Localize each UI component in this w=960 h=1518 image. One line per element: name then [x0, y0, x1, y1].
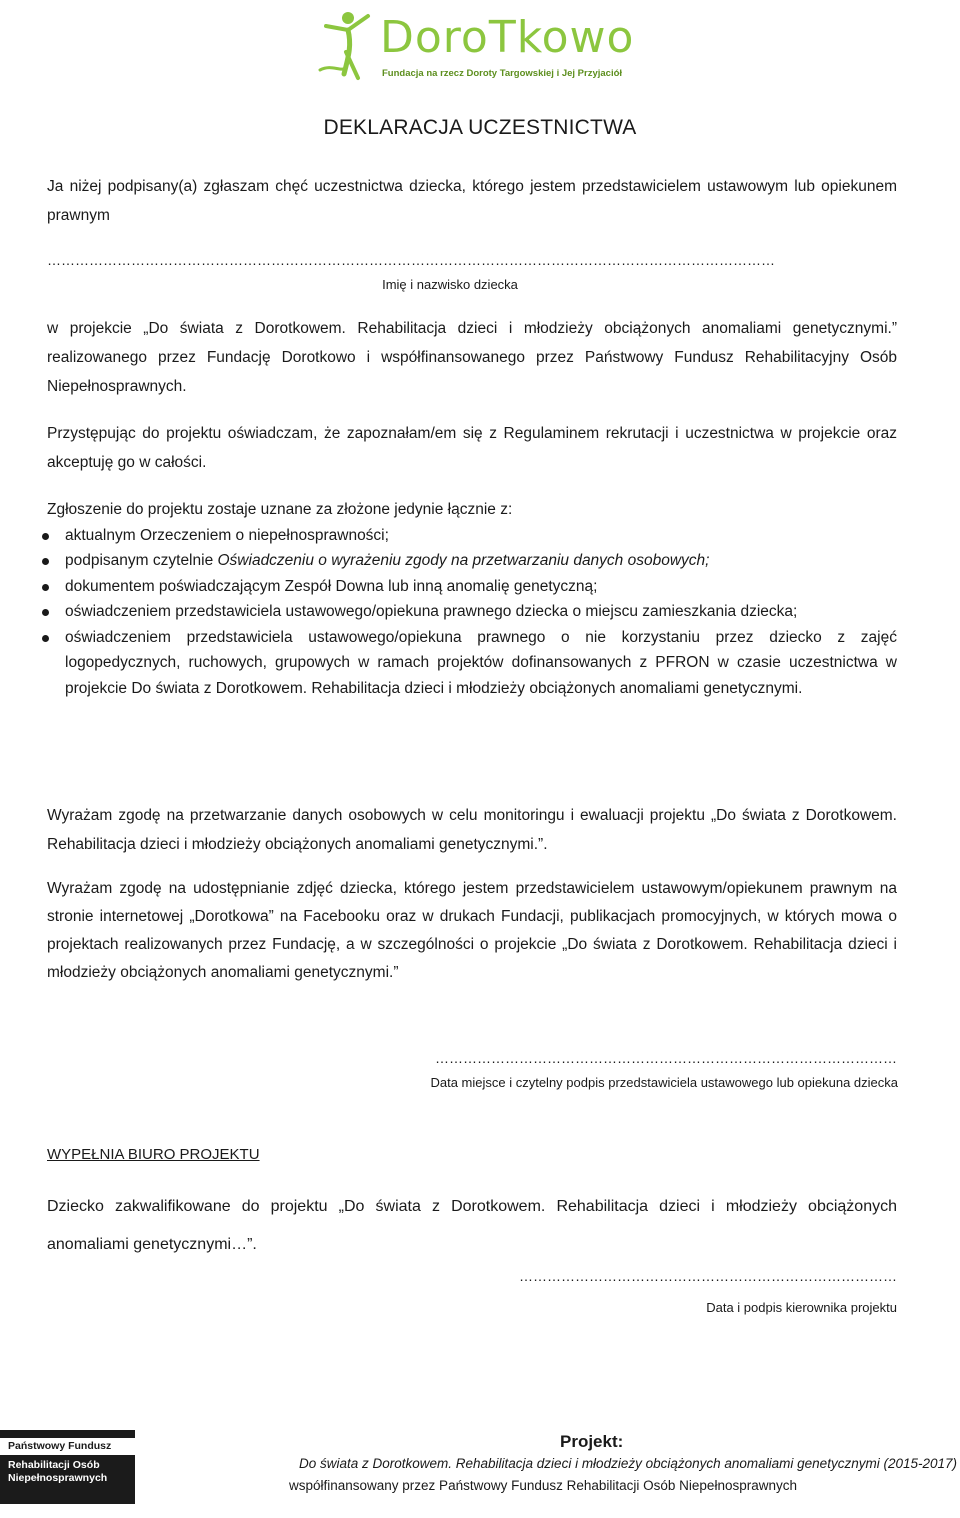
- list-item: oświadczeniem przedstawiciela ustawowego/opiekuna prawnego dziecka o miejscu zamieszkania dziecka;: [0, 599, 897, 625]
- pfron-logo-line: Niepełnosprawnych: [8, 1472, 108, 1484]
- manager-signature-label: Data i podpis kierownika projektu: [706, 1300, 897, 1315]
- pfron-logo-line: Rehabilitacji Osób: [8, 1459, 100, 1471]
- intro-paragraph: Ja niżej podpisany(a) zgłaszam chęć uczestnictwa dziecka, którego jestem przedstawicielem ustawowym lub opiekunem prawnym: [47, 178, 897, 224]
- logo-name: DoroTkowo: [380, 12, 635, 63]
- regulations-paragraph: Przystępując do projektu oświadczam, że zapoznałam/em się z Regulaminem rekrutacji i uczestnictwa w projekcie oraz akceptuję go w całości.: [47, 425, 897, 471]
- office-qualified-paragraph: Dziecko zakwalifikowane do projektu „Do świata z Dorotkowem. Rehabilitacja dzieci i młodzieży obciążonych anomaliami genetycznymi…”.: [47, 1198, 897, 1253]
- footer-project-label: Projekt:: [560, 1432, 624, 1451]
- pfron-logo: [0, 1430, 135, 1504]
- office-heading: WYPEŁNIA BIURO PROJEKTU: [47, 1146, 260, 1163]
- footer-project-name: Do świata z Dorotkowem. Rehabilitacja dzieci i młodzieży obciążonych anomaliami genetycznymi (2015-2017): [298, 1456, 957, 1471]
- list-item: podpisanym czytelnie Oświadczeniu o wyrażeniu zgody na przetwarzaniu danych osobowych;: [0, 548, 897, 574]
- project-paragraph: w projekcie „Do świata z Dorotkowem. Rehabilitacja dzieci i młodzieży obciążonych anomaliami genetycznymi.” realizowanego przez Fundację Dorotkowo i współfinansowanego przez Państwowy Fundusz Rehabilitacyjny Osób Niepełnosprawnych.: [47, 320, 897, 395]
- footer-cofinanced: współfinansowany przez Państwowy Fundusz Rehabilitacji Osób Niepełnosprawnych: [288, 1478, 797, 1493]
- consent-photos-paragraph: Wyrażam zgodę na udostępnianie zdjęć dziecka, którego jestem przedstawicielem ustawowym/opiekunem prawnym na stronie internetowej „Dorotkowa” na Facebooku oraz w drukach Fundacji, publikacjach promocyjnych, w których mowa o projektach realizowanych przez Fundację, a w szczególności o projekcie „Do świata z Dorotkowem. Rehabilitacja dzieci i młodzieży obciążonych anomaliami genetycznymi.”: [47, 880, 897, 981]
- requirements-section: [47, 497, 897, 701]
- guardian-signature-label: Data miejsce i czytelny podpis przedstawiciela ustawowego lub opiekuna dziecka: [430, 1075, 898, 1090]
- dorotkowo-logo: [318, 6, 635, 88]
- requirements-lead: Zgłoszenie do projektu zostaje uznane za złożone jedynie łącznie z:: [47, 501, 513, 518]
- requirements-list: [0, 523, 897, 702]
- child-name-line[interactable]: …………………………………………………………………………………………………………………………………………: [47, 252, 775, 268]
- manager-signature-line[interactable]: ………………………………………………………………………: [519, 1268, 897, 1284]
- list-item: oświadczeniem przedstawiciela ustawowego/opiekuna prawnego o nie korzystaniu przez dziecko z zajęć logopedycznych, ruchowych, grupowych w ramach projektów dofinansowanych z PFRON w czasie uczestnictwa w projekcie Do świata z Dorotkowem. Rehabilitacja dzieci i młodzieży obciążonych anomaliami genetycznymi.: [0, 625, 897, 702]
- pfron-logo-line: Państwowy Fundusz: [0, 1438, 135, 1455]
- list-item: dokumentem poświadczającym Zespół Downa lub inną anomalię genetyczną;: [0, 574, 897, 600]
- child-name-label: Imię i nazwisko dziecka: [382, 277, 518, 292]
- logo-tagline: Fundacja na rzecz Doroty Targowskiej i Jej Przyjaciół: [382, 68, 623, 79]
- list-item: aktualnym Orzeczeniem o niepełnosprawności;: [0, 523, 897, 549]
- consent-data-paragraph: Wyrażam zgodę na przetwarzanie danych osobowych w celu monitoringu i ewaluacji projektu „Do świata z Dorotkowem. Rehabilitacja dzieci i młodzieży obciążonych anomaliami genetycznymi.”.: [47, 807, 897, 853]
- document-title: DEKLARACJA UCZESTNICTWA: [323, 116, 637, 139]
- guardian-signature-line[interactable]: ………………………………………………………………………………………: [435, 1050, 897, 1066]
